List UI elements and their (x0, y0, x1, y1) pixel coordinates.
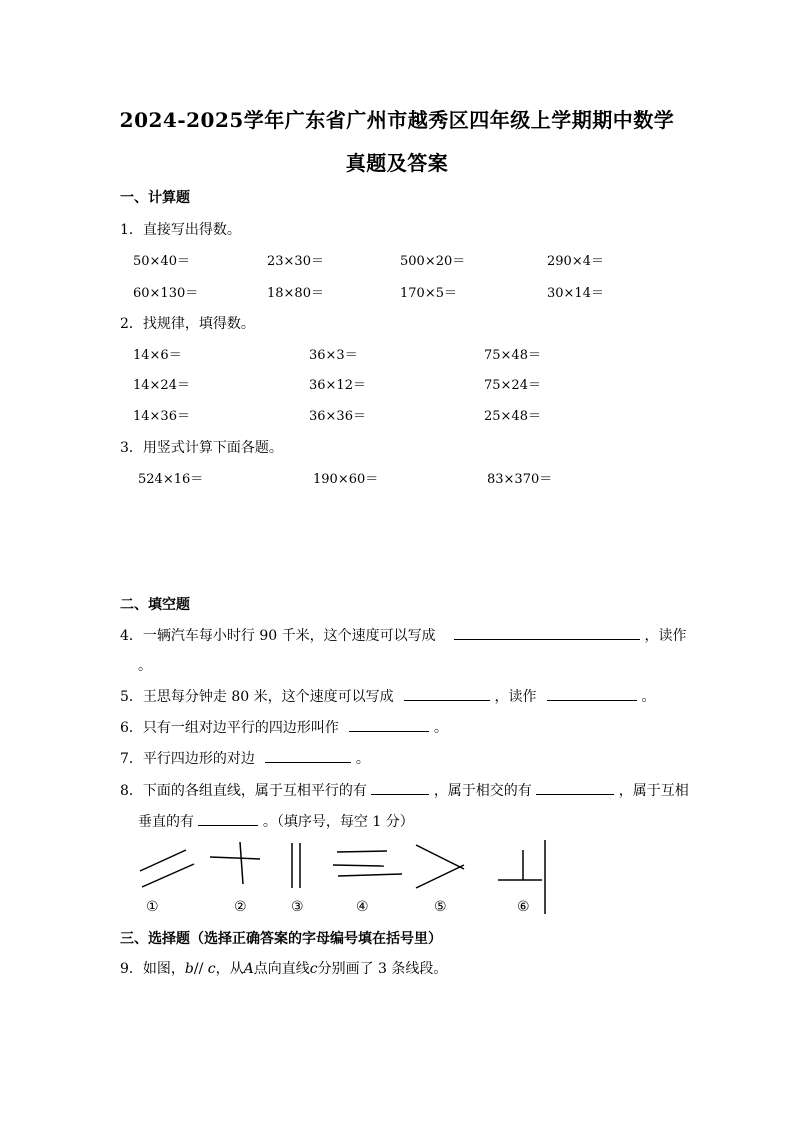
q2-item: 36×36＝ (309, 409, 366, 424)
q9-var-b: b (184, 961, 194, 977)
q4-text-c: 。 (138, 658, 152, 674)
q9-text-g: 点向直线 (253, 961, 310, 977)
figure4-line-a (337, 851, 387, 852)
q4-blank-1[interactable] (454, 625, 640, 640)
document-title-line2: 真题及答案 (345, 151, 449, 175)
section1-heading: 一、计算题 (120, 190, 190, 206)
q2-item: 14×36＝ (133, 409, 190, 424)
q9-parallel-sign: // (193, 961, 208, 977)
q5-text-a: 5．王思每分钟走 80 米，这个速度可以写成 (120, 689, 394, 705)
q1-item: 170×5＝ (400, 286, 457, 301)
question-8-line2 (138, 811, 414, 831)
question-5-line (120, 686, 655, 706)
q8-blank-perpendicular[interactable] (198, 811, 258, 826)
figure-label-3: ③ (291, 899, 304, 915)
q9-var-c: c (207, 961, 216, 977)
q7-text-a: 7．平行四边形的对边 (120, 751, 255, 767)
question-8-line1 (120, 780, 689, 800)
q9-text-a: 9．如图， (120, 961, 185, 977)
question-3-text: 3．用竖式计算下面各题。 (120, 440, 283, 456)
q1-item: 500×20＝ (400, 254, 466, 269)
q6-text-a: 6．只有一组对边平行的四边形叫作 (120, 720, 339, 736)
q4-text-b: ，读作 (644, 628, 687, 644)
q3-item: 524×16＝ (138, 472, 204, 487)
lines-figure (132, 838, 552, 916)
figure4-line-b (333, 865, 384, 866)
q5-blank-1[interactable] (404, 686, 490, 701)
q8-blank-intersect[interactable] (536, 780, 614, 795)
q2-item: 25×48＝ (484, 409, 541, 424)
q2-item: 36×3＝ (309, 348, 358, 363)
q6-blank[interactable] (349, 717, 429, 732)
q5-text-b: ，读作 (494, 689, 537, 705)
question-4-line (120, 625, 687, 645)
q1-item: 290×4＝ (547, 254, 604, 269)
q8-text-b: ，属于相交的有 (433, 783, 532, 799)
q9-var-A: A (243, 961, 254, 977)
q9-text-e: ，从 (215, 961, 244, 977)
q5-blank-2[interactable] (547, 686, 637, 701)
q1-item: 18×80＝ (267, 286, 324, 301)
q2-item: 14×24＝ (133, 378, 190, 393)
q1-item: 60×130＝ (133, 286, 199, 301)
q8-text-e: 。（填序号，每空 1 分） (262, 814, 414, 830)
question-9-line (120, 958, 447, 978)
figure-label-6: ⑥ (517, 899, 530, 915)
q2-item: 75×24＝ (484, 378, 541, 393)
section2-heading: 二、填空题 (120, 597, 190, 613)
q8-blank-parallel[interactable] (371, 780, 429, 795)
q2-item: 36×12＝ (309, 378, 366, 393)
q3-item: 190×60＝ (313, 472, 379, 487)
question-6-line (120, 717, 448, 737)
question-2-text: 2．找规律，填得数。 (120, 316, 255, 332)
document-title-line1: 2024-2025学年广东省广州市越秀区四年级上学期期中数学 (119, 108, 675, 132)
q2-item: 14×6＝ (133, 348, 182, 363)
q7-text-b: 。 (355, 751, 370, 767)
q6-text-b: 。 (433, 720, 448, 736)
q1-item: 30×14＝ (547, 286, 604, 301)
figure-label-1: ① (146, 899, 159, 915)
section3-heading: 三、选择题（选择正确答案的字母编号填在括号里） (120, 931, 442, 947)
question-7-line (120, 748, 370, 768)
figure-label-2: ② (234, 899, 247, 915)
q1-item: 50×40＝ (133, 254, 190, 269)
q8-text-a: 8．下面的各组直线，属于互相平行的有 (120, 783, 367, 799)
figure-label-5: ⑤ (434, 899, 447, 915)
q4-text-a: 4．一辆汽车每小时行 90 千米，这个速度可以写成 (120, 628, 436, 644)
q2-item: 75×48＝ (484, 348, 541, 363)
q1-item: 23×30＝ (267, 254, 324, 269)
q3-item: 83×370＝ (487, 472, 553, 487)
q7-blank[interactable] (265, 748, 351, 763)
q8-text-c: ，属于互相 (618, 783, 689, 799)
q9-text-i: 分别画了 3 条线段。 (317, 961, 448, 977)
q5-text-c: 。 (641, 689, 656, 705)
question-1-text: 1．直接写出得数。 (120, 222, 241, 238)
figure-label-4: ④ (356, 899, 369, 915)
q8-text-d: 垂直的有 (138, 814, 194, 830)
q9-var-c2: c (309, 961, 318, 977)
